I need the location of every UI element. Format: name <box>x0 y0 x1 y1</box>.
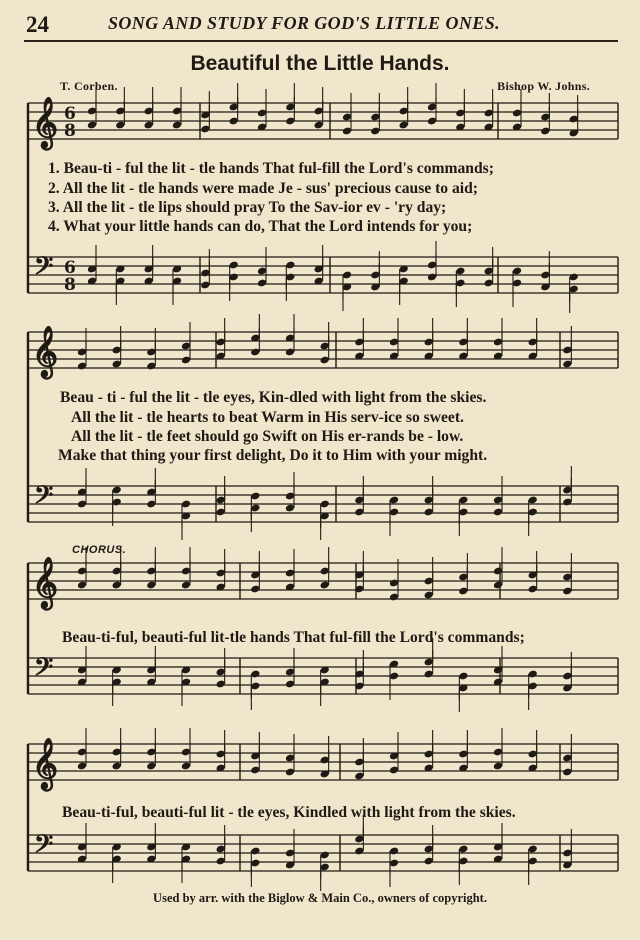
bass-clef-icon: 𝄢 <box>34 252 54 287</box>
treble-clef-icon: 𝄞 <box>32 557 59 608</box>
copyright-footer: Used by arr. with the Biglow & Main Co., owners of copyright. <box>153 891 487 905</box>
verse-line-7: All the lit - tle feet should go Swift on His er-rands be - low. <box>71 428 464 445</box>
verse-line-4: 4. What your little hands can do, That the Lord intends for you; <box>48 218 473 235</box>
time-signature-bottom: 8 <box>64 275 76 295</box>
composer-credit: T. Corben. <box>60 79 118 93</box>
verse-line-5: Beau - ti - ful the lit - tle eyes, Kin-dled with light from the skies. <box>60 389 487 406</box>
bass-clef-icon: 𝄢 <box>34 653 54 688</box>
treble-clef-icon: 𝄞 <box>32 326 59 377</box>
verse-line-8: Make that thing your first delight, Do it to Him with your might. <box>58 447 488 464</box>
running-head: SONG AND STUDY FOR GOD'S LITTLE ONES. <box>108 13 500 33</box>
time-signature-bottom: 8 <box>64 121 76 141</box>
verse-line-3: 3. All the lit - tle lips should pray To the Sav-ior ev - 'ry day; <box>48 199 447 216</box>
verse-line-1: 1. Beau-ti - ful the lit - tle hands That ful-fill the Lord's commands; <box>48 160 494 177</box>
chorus-label: CHORUS. <box>72 544 127 556</box>
time-signature-top: 6 <box>64 104 76 124</box>
chorus-lyric-2: Beau-ti-ful, beauti-ful lit - tle eyes, Kindled with light from the skies. <box>62 804 516 821</box>
time-signature-top: 6 <box>64 258 76 278</box>
treble-clef-icon: 𝄞 <box>32 97 59 148</box>
page-number: 24 <box>26 12 49 37</box>
verse-line-2: 2. All the lit - tle hands were made Je - sus' precious cause to aid; <box>48 180 478 197</box>
author-credit: Bishop W. Johns. <box>497 79 590 93</box>
bass-clef-icon: 𝄢 <box>34 481 54 516</box>
bass-clef-icon: 𝄢 <box>34 830 54 865</box>
treble-clef-icon: 𝄞 <box>32 738 59 789</box>
hymn-title: Beautiful the Little Hands. <box>190 52 450 75</box>
verse-line-6: All the lit - tle hearts to beat Warm in His serv-ice so sweet. <box>71 409 464 426</box>
chorus-lyric-1: Beau-ti-ful, beauti-ful lit-tle hands That ful-fill the Lord's commands; <box>62 629 525 646</box>
